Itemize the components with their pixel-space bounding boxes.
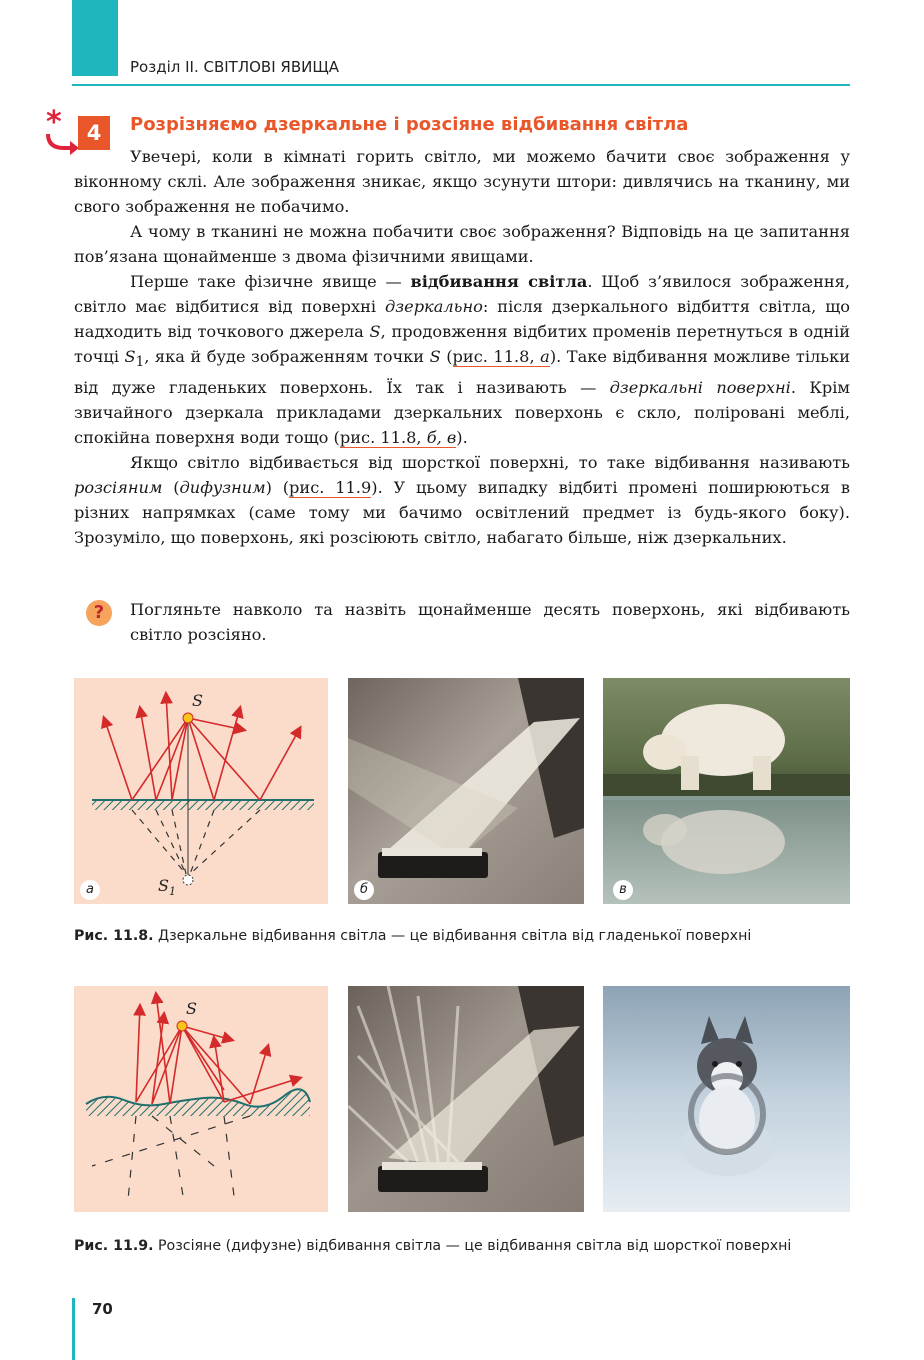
husky-illustration bbox=[603, 986, 850, 1212]
page-number: 70 bbox=[92, 1300, 113, 1318]
chapter-label: Розділ ІІ. СВІТЛОВІ ЯВИЩА bbox=[130, 58, 339, 76]
image-label: $S_1$ bbox=[158, 876, 176, 898]
figure-label-b: б bbox=[354, 880, 374, 900]
figure-11-8-caption: Рис. 11.8. Дзеркальне відбивання світла — це відбивання світла від гладенької поверхні bbox=[74, 928, 752, 944]
figure-11-9a-diagram bbox=[74, 986, 328, 1212]
figure-11-8c-bear-photo bbox=[603, 678, 850, 904]
figure-label-c: в bbox=[613, 880, 633, 900]
source-label-diffuse: S bbox=[186, 999, 197, 1018]
figure-ref-11-9[interactable]: рис. 11.9 bbox=[289, 478, 372, 498]
page-bar bbox=[72, 1298, 75, 1360]
diffuse-reflection-diagram bbox=[74, 986, 328, 1212]
chapter-tab bbox=[72, 0, 118, 76]
question-text: Погляньте навколо та назвіть щонайменше десять поверхонь, які відбивають світло розсіяно. bbox=[130, 600, 850, 644]
paragraph-1: Увечері, коли в кімнаті горить світло, ми можемо бачити своє зображення у віконному склі. Але зображення зникає, якщо зсунути штори: дивлячись на тканину, ми свого зображення не побачимо. bbox=[74, 147, 850, 216]
paragraph-2: А чому в тканині не можна побачити своє зображення? Відповідь на це запитання пов’язана щонайменше з двома фізичними явищами. bbox=[74, 222, 850, 266]
figure-label-a: а bbox=[80, 880, 100, 900]
section-number: 4 bbox=[78, 116, 110, 150]
section-title: Розрізняємо дзеркальне і розсіяне відбивання світла bbox=[130, 114, 689, 135]
source-label: S bbox=[192, 691, 203, 710]
paragraph-3: Перше таке фізичне явище — відбивання світла. Щоб з’явилося зображення, світло має відбитися від поверхні дзеркально: після дзеркального відбиття світла, що надходить від точкового джерела S, продовження відбитих променів перетнуться в одній точці $S_1$, яка й буде зображенням точки S (рис. 11.8, а). Таке відбивання можливе тільки від дуже гладеньких поверхонь. Їх так і називають — дзеркальні поверхні. Крім звичайного дзеркала прикладами дзеркальних поверхонь є скло, поліровані меблі, спокійна поверхня води тощо (рис. 11.8, б, в). bbox=[74, 272, 851, 448]
figure-ref-11-8a[interactable]: рис. 11.8, а bbox=[452, 347, 550, 366]
figure-11-9c-husky-photo bbox=[603, 986, 850, 1212]
figure-11-9-caption: Рис. 11.9. Розсіяне (дифузне) відбивання світла — це відбивання світла від шорсткої поверхні bbox=[74, 1238, 792, 1254]
paragraph-4: Якщо світло відбивається від шорсткої поверхні, то таке відбивання називають розсіяним (дифузним) (рис. 11.9). У цьому випадку відбиті промені поширюються в різних напрямках (саме тому ми бачимо освітлений предмет із будь-якого боку). Зрозуміло, що поверхонь, які розсіюють світло, набагато більше, ніж дзеркальних. bbox=[74, 453, 850, 548]
figure-11-8b-mirror-photo bbox=[348, 678, 584, 904]
figure-11-8a-diagram bbox=[74, 678, 328, 904]
optional-star-icon: * bbox=[46, 105, 62, 140]
specular-reflection-diagram bbox=[74, 678, 328, 904]
bear-reflection-illustration bbox=[603, 678, 850, 904]
header-rule bbox=[72, 84, 850, 86]
scattered-beam-illustration bbox=[348, 986, 584, 1212]
body-text bbox=[74, 144, 850, 550]
figure-ref-11-8bc[interactable]: рис. 11.8, б, в bbox=[339, 428, 457, 448]
question-icon: ? bbox=[86, 600, 112, 626]
mirror-beam-illustration bbox=[348, 678, 584, 904]
figure-11-9b-rough-surface-photo bbox=[348, 986, 584, 1212]
